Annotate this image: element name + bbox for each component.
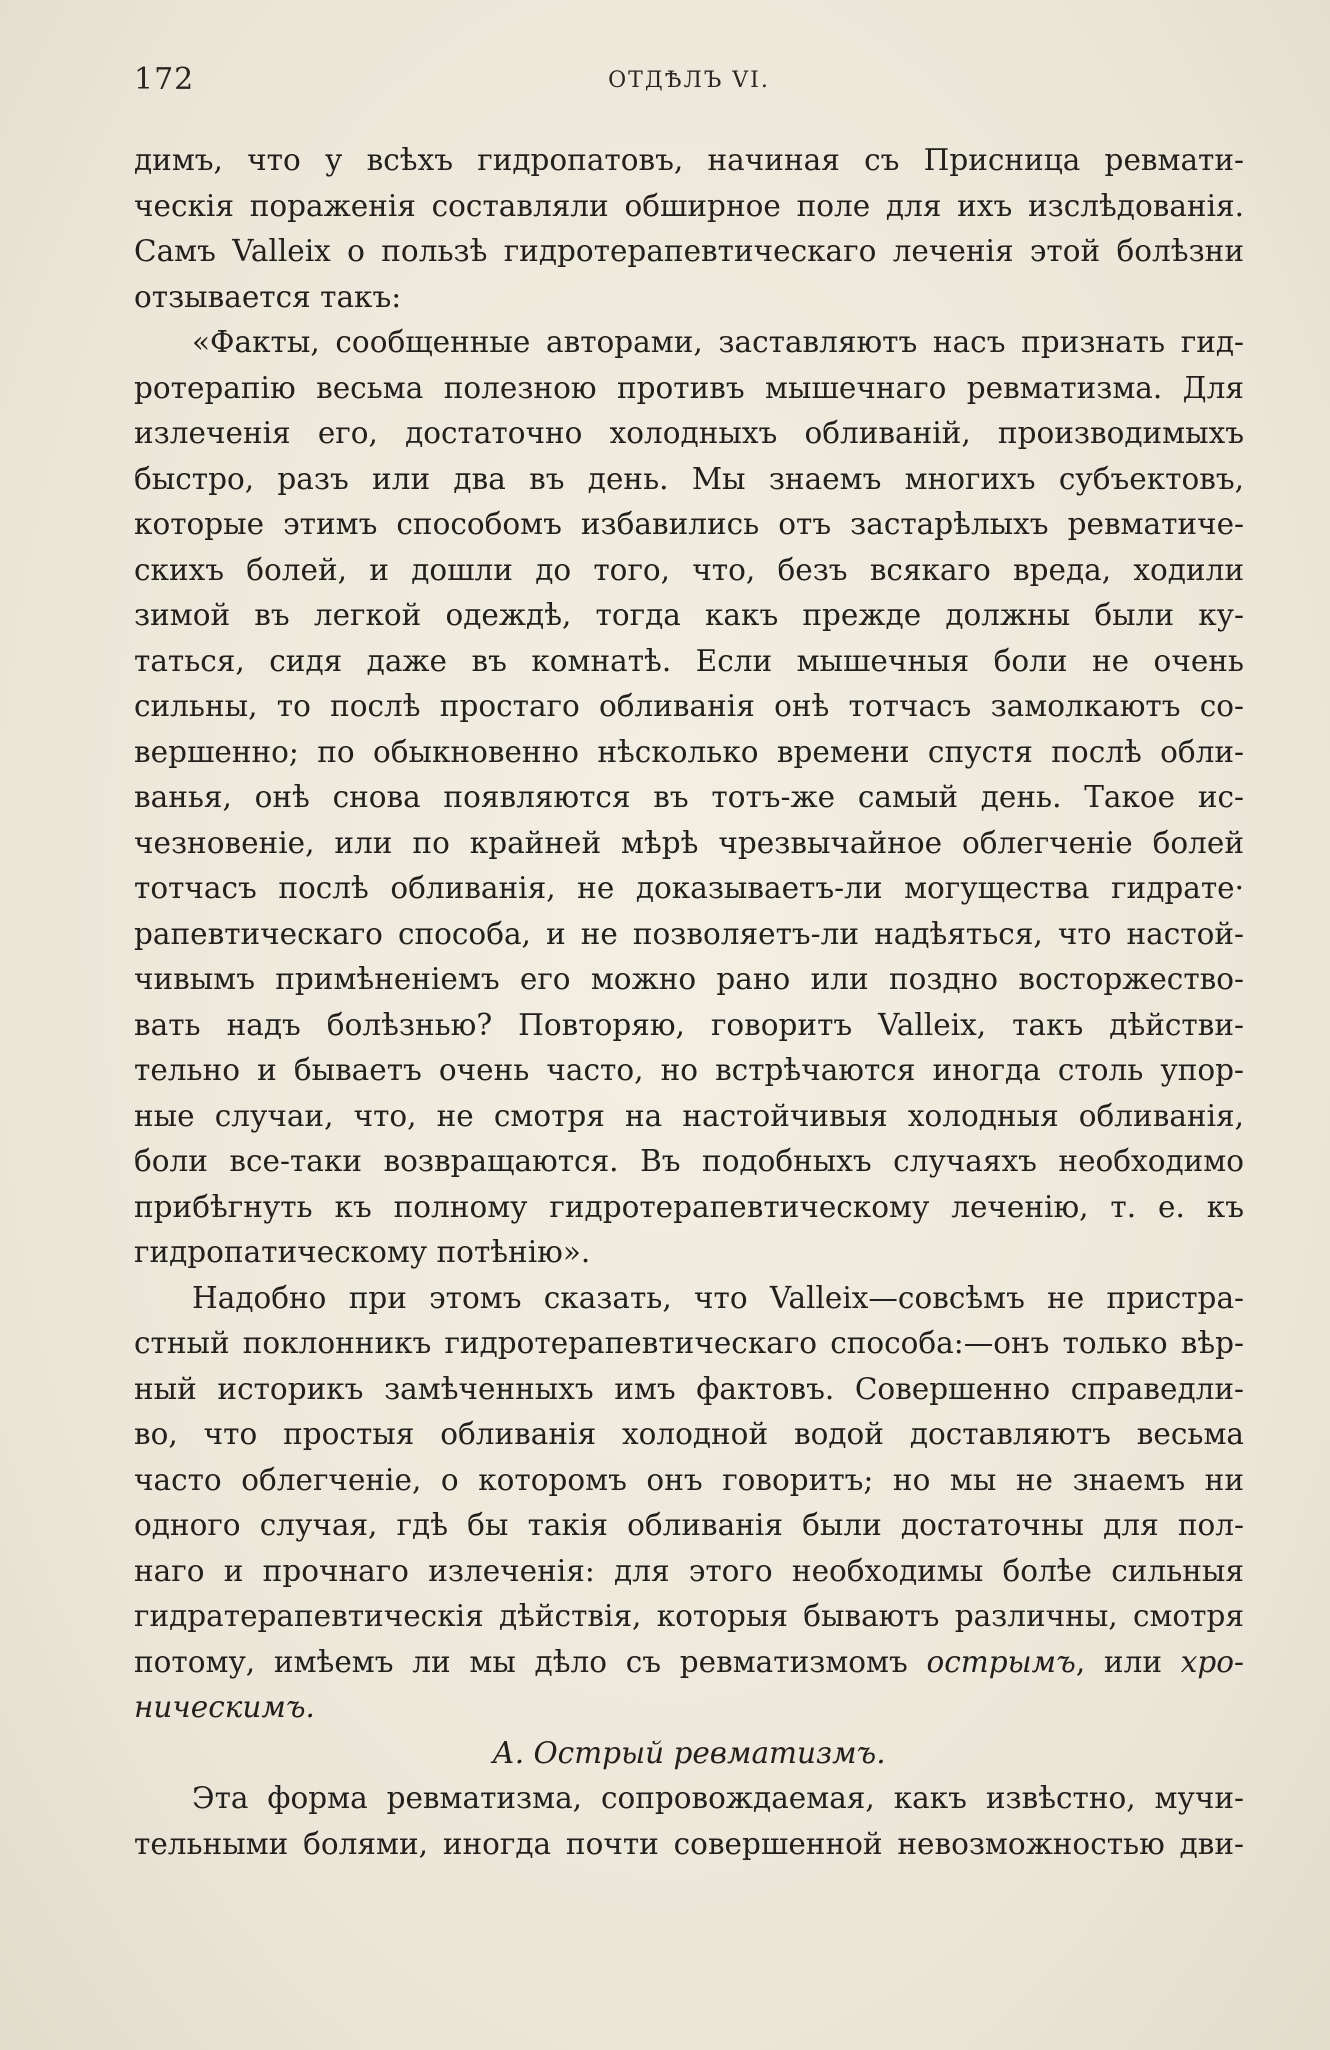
page-header (134, 62, 1244, 104)
text-line: гидратерапевтическія дѣйствія, которыя бываютъ различны, смотря (134, 1599, 1244, 1633)
text-line: одного случая, гдѣ бы такія обливанія были достаточны для пол- (134, 1508, 1244, 1542)
quote-line: сильны, то послѣ простаго обливанія онѣ тотчасъ замолкаютъ со- (134, 689, 1244, 723)
body-text (134, 138, 1244, 1867)
quote-line: прибѣгнуть къ полному гидротерапевтическому леченію, т. е. къ (134, 1189, 1244, 1224)
text-line: димъ, что у всѣхъ гидропатовъ, начиная съ Присница ревмати- (134, 143, 1244, 177)
text-line: наго и прочнаго излеченія: для этого необходимы болѣе сильныя (134, 1553, 1244, 1588)
text-line: во, что простыя обливанія холодной водой доставляютъ весьма (134, 1417, 1244, 1451)
quote-line: боли все-таки возвращаются. Въ подобныхъ случаяхъ необходимо (134, 1144, 1244, 1178)
quote-line: чезновеніе, или по крайней мѣрѣ чрезвычайное облегченіе болей (134, 825, 1244, 860)
quote-line: «Факты, сообщенные авторами, заставляютъ насъ признать гид- (192, 325, 1244, 359)
quote-line: вать надъ болѣзнью? Повторяю, говоритъ Valleix, такъ дѣйстви- (134, 1007, 1244, 1042)
quote-line: излеченія его, достаточно холодныхъ обливаній, производимыхъ (134, 416, 1244, 450)
quote-line: тотчасъ послѣ обливанія, не доказываетъ-ли могущества гидрате· (134, 871, 1244, 905)
running-head: ОТДѢЛЪ VI. (608, 68, 770, 93)
text-line: часто облегченіе, о которомъ онъ говоритъ; но мы не знаемъ ни (134, 1462, 1244, 1497)
text-line: Самъ Valleix о пользѣ гидротерапевтическаго леченія этой болѣзни (134, 234, 1244, 268)
text-segment: потому, имѣемъ ли мы дѣло съ ревматизмомъ (134, 1644, 927, 1679)
quote-line: таться, сидя даже въ комнатѣ. Если мышечныя боли не очень (134, 643, 1244, 678)
text-line: тельными болями, иногда почти совершенной невозможностью дви- (134, 1826, 1244, 1861)
quote-line: зимой въ легкой одеждѣ, тогда какъ прежде должны были ку- (134, 598, 1244, 632)
quote-line: гидропатическому потѣнію». (134, 1235, 591, 1269)
quote-line: тельно и бываетъ очень часто, но встрѣчаются иногда столь упор- (134, 1053, 1244, 1087)
quote-line: ротерапію весьма полезною противъ мышечнаго ревматизма. Для (134, 370, 1244, 405)
text-line: Надобно при этомъ сказать, что Valleix—совсѣмъ не пристра- (192, 1280, 1244, 1315)
quote-line: быстро, разъ или два въ день. Мы знаемъ многихъ субъектовъ, (134, 461, 1244, 496)
italic-term-chronic: хро- (1180, 1644, 1244, 1679)
text-line: стный поклонникъ гидротерапевтическаго способа:—онъ только вѣр- (134, 1326, 1244, 1360)
subheading: А. Острый ревматизмъ. (492, 1735, 886, 1770)
text-segment: , или (1075, 1644, 1181, 1679)
italic-term-acute: острымъ (926, 1644, 1076, 1679)
text-line: ный историкъ замѣченныхъ имъ фактовъ. Совершенно справедли- (134, 1371, 1244, 1406)
text-line (134, 1640, 1244, 1686)
quote-line: которые этимъ способомъ избавились отъ застарѣлыхъ ревматиче- (134, 507, 1244, 541)
quote-line: ванья, онѣ снова появляются въ тотъ-же самый день. Такое ис- (134, 780, 1244, 814)
text-line: отзывается такъ: (134, 279, 402, 314)
quote-line: скихъ болей, и дошли до того, что, безъ всякаго вреда, ходили (134, 552, 1244, 587)
text-line: Эта форма ревматизма, сопровождаемая, какъ извѣстно, мучи- (192, 1781, 1244, 1815)
text-line: ческія пораженія составляли обширное поле для ихъ изслѣдованія. (134, 188, 1244, 223)
text-line: ническимъ. (134, 1690, 315, 1724)
quote-line: вершенно; по обыкновенно нѣсколько времени спустя послѣ обли- (134, 734, 1244, 769)
page-number: 172 (134, 62, 195, 97)
quote-line: ные случаи, что, не смотря на настойчивыя холодныя обливанія, (134, 1098, 1244, 1133)
quote-line: рапевтическаго способа, и не позволяетъ-ли надѣяться, что настой- (134, 916, 1244, 951)
quote-line: чивымъ примѣненіемъ его можно рано или поздно восторжество- (134, 962, 1244, 996)
